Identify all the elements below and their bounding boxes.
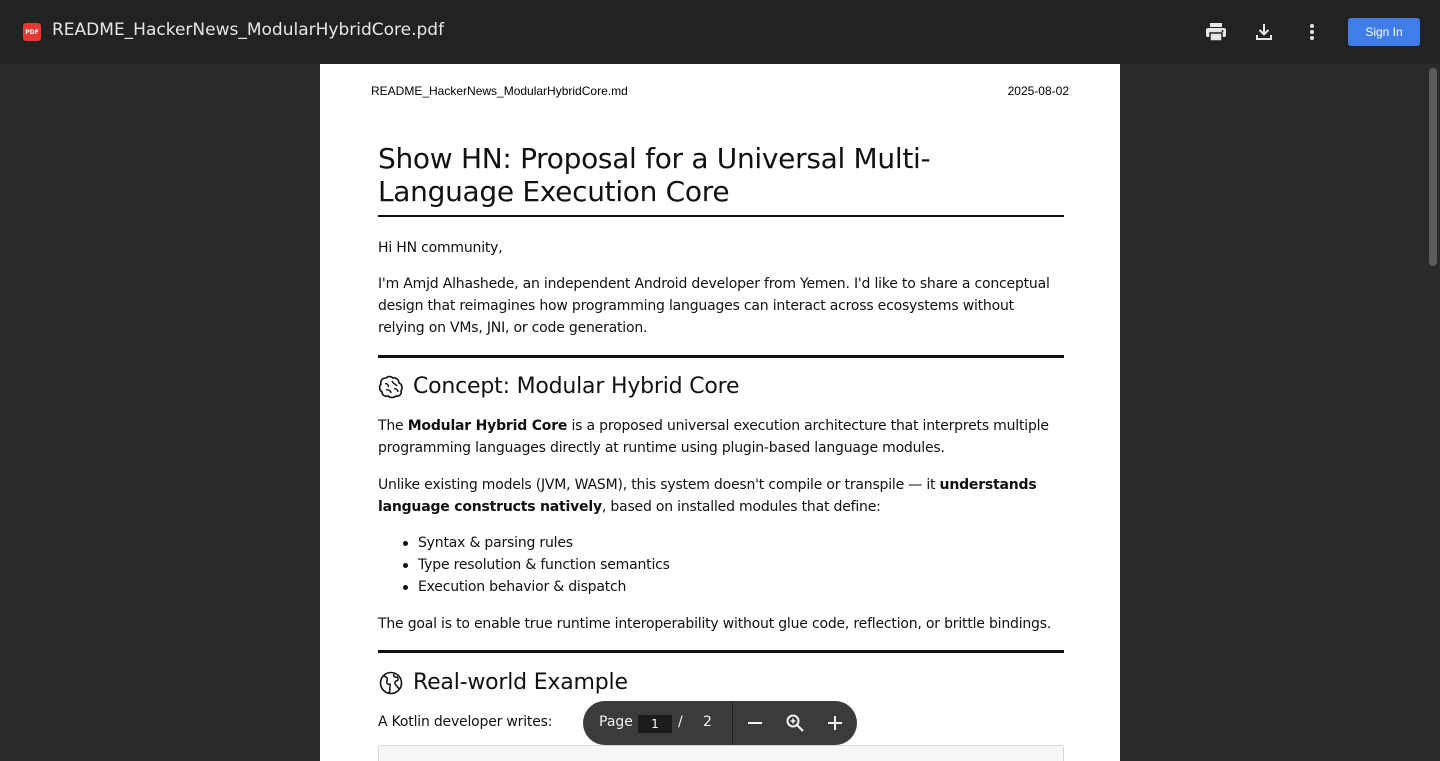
page-total: 2 <box>703 714 712 730</box>
list-item: Syntax & parsing rules <box>400 532 1064 554</box>
bold-term: understands language constructs natively <box>378 477 1037 515</box>
greeting-paragraph: Hi HN community, <box>378 240 503 256</box>
more-vert-icon <box>1309 23 1315 41</box>
section-divider <box>378 355 1064 358</box>
fit-zoom-button[interactable] <box>782 710 808 736</box>
document-title: README_HackerNews_ModularHybridCore.pdf <box>52 20 445 40</box>
page-label: Page <box>599 714 633 730</box>
document-heading: Show HN: Proposal for a Universal Multi-Language Execution Core <box>378 142 1064 217</box>
page-separator: / <box>678 714 683 730</box>
page-header-date: 2025-08-02 <box>1007 84 1069 98</box>
page-header-filename: README_HackerNews_ModularHybridCore.md <box>371 84 628 98</box>
viewer-toolbar <box>0 0 1440 64</box>
minus-icon <box>747 715 763 731</box>
download-icon <box>1255 23 1273 41</box>
code-block <box>378 745 1064 761</box>
comparison-paragraph <box>378 474 1064 518</box>
zoom-in-button[interactable] <box>822 710 848 736</box>
globe-icon <box>378 670 404 696</box>
text-span: Unlike existing models (JVM, WASM), this system doesn't compile or transpile — it <box>378 477 940 493</box>
download-button[interactable] <box>1248 16 1280 48</box>
more-options-button[interactable] <box>1296 16 1328 48</box>
section-heading-text: Concept: Modular Hybrid Core <box>413 374 740 399</box>
goal-paragraph: The goal is to enable true runtime interoperability without glue code, reflection, or brittle bindings. <box>378 616 1052 632</box>
plus-icon <box>827 715 843 731</box>
section-divider <box>378 650 1064 653</box>
print-button[interactable] <box>1200 16 1232 48</box>
pdf-badge-text: PDF <box>25 28 39 36</box>
section-heading-text: Real-world Example <box>413 670 628 695</box>
page-navigation-toolbar <box>583 701 857 745</box>
printer-icon <box>1205 22 1227 42</box>
text-span: The <box>378 418 408 434</box>
vertical-scrollbar[interactable] <box>1426 64 1440 761</box>
list-item: Execution behavior & dispatch <box>400 576 1064 598</box>
list-item: Type resolution & function semantics <box>400 554 1064 576</box>
text-span: is a proposed universal execution architecture that interprets multiple programming languages directly at runtime using plugin-based language modules. <box>378 418 1049 456</box>
concept-paragraph <box>378 415 1064 459</box>
section-heading-concept <box>378 373 1064 401</box>
toolbar-divider <box>732 701 733 745</box>
pdf-file-icon <box>23 23 41 41</box>
sign-in-button[interactable]: Sign In <box>1348 18 1420 46</box>
bold-term: Modular Hybrid Core <box>407 418 568 434</box>
pdf-page <box>320 64 1120 761</box>
section-heading-example <box>378 669 1064 697</box>
page-number-input[interactable] <box>638 715 672 733</box>
brain-icon <box>378 374 404 400</box>
module-features-list <box>378 532 1064 598</box>
scrollbar-thumb[interactable] <box>1429 68 1437 266</box>
intro-paragraph: I'm Amjd Alhashede, an independent Android developer from Yemen. I'd like to share a conceptual design that reimagines how programming languages can interact across ecosystems without relying on VMs, JNI, or code generation. <box>378 276 1050 336</box>
text-span: , based on installed modules that define: <box>601 499 881 515</box>
zoom-out-button[interactable] <box>742 710 768 736</box>
page-content <box>378 142 1064 733</box>
zoom-search-icon <box>786 714 804 732</box>
example-intro-paragraph: A Kotlin developer writes: <box>378 714 553 730</box>
